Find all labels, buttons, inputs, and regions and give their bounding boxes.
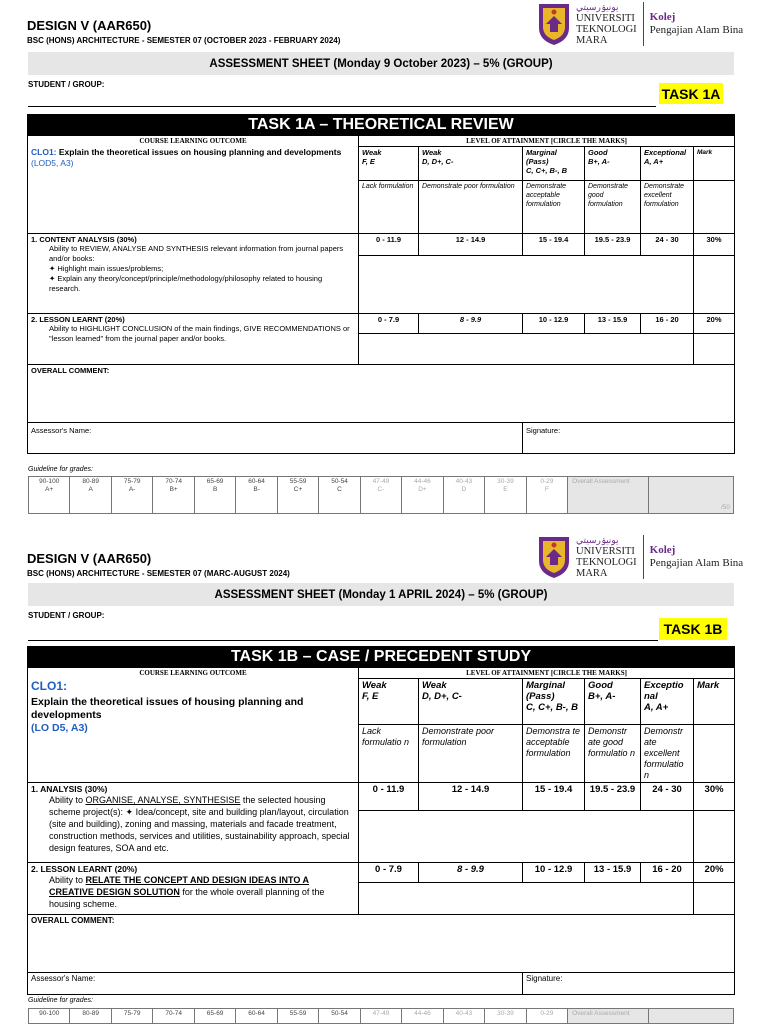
grade-range: 0-29: [540, 1010, 554, 1017]
logo-block: [536, 535, 743, 579]
grade-cell: [70, 477, 111, 514]
level-desc: Demonstr ate excellent formulatio n: [644, 726, 684, 780]
criterion-weight: 30%: [694, 234, 735, 256]
mark-range[interactable]: 0 - 11.9: [359, 783, 419, 811]
level-desc: Demonstrate acceptable formulation: [526, 183, 567, 208]
level-1: [359, 679, 419, 725]
grade-letter: A+: [45, 486, 54, 493]
mark-range[interactable]: 24 - 30: [641, 234, 694, 256]
level-name: Marginal (Pass): [526, 148, 557, 166]
criterion-body-emphasis: ORGANISE, ANALYSE, SYNTHESISE: [85, 795, 241, 805]
grade-letter: B-: [253, 486, 260, 493]
criterion-2-mark-area[interactable]: [694, 334, 735, 365]
signature-label: Signature:: [526, 974, 563, 983]
assessor-name-field[interactable]: [28, 973, 419, 995]
mark-header: [694, 679, 735, 725]
grade-range: 60-64: [248, 478, 265, 485]
task-tag: TASK 1B: [659, 618, 727, 640]
signature-field[interactable]: [523, 973, 735, 995]
level-header: LEVEL OF ATTAINMENT [CIRCLE THE MARKS]: [359, 136, 735, 147]
grade-cell: [194, 1009, 235, 1024]
mark-range[interactable]: 15 - 19.4: [523, 234, 585, 256]
level-2: [419, 147, 523, 181]
clo-cell: [28, 679, 359, 783]
grade-cell: [70, 1009, 111, 1024]
criterion-bullet: ✦ Explain any theory/concept/principle/methodology/philosophy related to housing research.: [49, 274, 323, 293]
kolej-line-2: Pengajian Alam Bina: [649, 24, 744, 36]
level-grade: B+, A-: [588, 157, 610, 166]
criterion-body-emphasis: RELATE THE CONCEPT AND DESIGN IDEAS INTO A CREATIVE DESIGN SOLUTION: [49, 875, 310, 897]
grade-cell: [153, 477, 194, 514]
grade-letter: B+: [169, 486, 178, 493]
grade-letter: D: [461, 486, 467, 493]
criterion-body-pre: Ability to: [49, 875, 86, 885]
grade-cell: [153, 1009, 194, 1024]
grade-guide-label: Guideline for grades:: [28, 997, 93, 1004]
grade-range: 60-64: [248, 1010, 265, 1017]
overall-assessment-cell: [568, 477, 649, 514]
criterion-2-comment-area[interactable]: [359, 334, 694, 365]
mark-header: [694, 147, 735, 181]
criterion-1-comment-area[interactable]: [359, 256, 694, 314]
mark-range[interactable]: 8 - 9.9: [419, 314, 523, 334]
grade-range: 0-29: [540, 478, 554, 485]
uitm-jawi-text: يونيۏرسيتي: [576, 535, 619, 545]
clo-ref: (LO D5, A3): [31, 721, 88, 734]
uitm-jawi-text: يونيۏرسيتي: [576, 2, 619, 12]
mark-range[interactable]: 19.5 - 23.9: [585, 783, 641, 811]
criterion-title: 2. LESSON LEARNT (20%): [31, 315, 125, 324]
grade-range: 44-46: [414, 1010, 431, 1017]
level-grade: B+, A-: [588, 691, 616, 702]
mark-empty: [694, 725, 735, 783]
total-out-of: /50: [720, 504, 730, 511]
level-grade: A, A+: [644, 702, 669, 713]
mark-range[interactable]: 24 - 30: [641, 783, 694, 811]
level-desc-4: [585, 181, 641, 234]
assessment-bar: ASSESSMENT SHEET (Monday 9 October 2023) – 5% (GROUP): [28, 52, 734, 75]
grade-range: 65-69: [206, 478, 224, 485]
grade-letter: E: [503, 486, 508, 493]
criterion-2-mark-area[interactable]: [694, 883, 735, 915]
level-desc-5: [641, 181, 694, 234]
grade-cell: [111, 1009, 152, 1024]
mark-range[interactable]: 12 - 14.9: [419, 234, 523, 256]
grade-range: 75-79: [123, 478, 141, 485]
uitm-wordmark: [576, 2, 637, 46]
grade-cell: [485, 1009, 526, 1024]
assessor-label: Assessor's Name:: [31, 974, 96, 983]
grade-cell: [29, 477, 70, 514]
total-mark-cell[interactable]: [648, 477, 733, 514]
level-5: [641, 679, 694, 725]
grade-range: 30-39: [497, 478, 514, 485]
rubric-table-1a: [27, 114, 735, 454]
level-3: [523, 147, 585, 181]
mark-range[interactable]: 19.5 - 23.9: [585, 234, 641, 256]
criterion-2: [28, 314, 359, 365]
student-group-line: [28, 106, 656, 107]
task-title: TASK 1B – CASE / PRECEDENT STUDY: [28, 647, 735, 668]
mark-range[interactable]: 13 - 15.9: [585, 314, 641, 334]
grade-cell: [111, 477, 152, 514]
level-desc: Demonstra te acceptable formulation: [526, 726, 581, 758]
task-title: TASK 1A – THEORETICAL REVIEW: [28, 115, 735, 136]
grade-range: 90-100: [39, 1010, 60, 1017]
mark-range[interactable]: 0 - 7.9: [359, 314, 419, 334]
grade-letter: C: [337, 486, 342, 493]
criterion-body: Ability to REVIEW, ANALYSE AND SYNTHESIS relevant information from journal papers and/or books:: [49, 244, 344, 263]
criterion-bullet: ✦ Highlight main issues/problems;: [49, 264, 164, 273]
level-name: Weak: [422, 680, 447, 691]
level-desc: Demonstrate excellent formulation: [644, 183, 685, 208]
student-group-label: STUDENT / GROUP:: [28, 80, 105, 89]
grade-cell: [402, 1009, 443, 1024]
level-5: [641, 147, 694, 181]
grade-letter: C-: [377, 486, 385, 493]
uitm-line-3: MARA: [576, 35, 608, 46]
criterion-body: [31, 874, 355, 910]
kolej-line-1: Kolej: [649, 11, 676, 23]
mark-range[interactable]: 15 - 19.4: [523, 783, 585, 811]
grade-cell: [236, 1009, 277, 1024]
logo-divider: [643, 2, 644, 46]
uitm-line-1: UNIVERSITI: [576, 13, 635, 24]
level-desc: Demonstr ate good formulatio n: [588, 726, 636, 758]
assessor-name-space[interactable]: [419, 423, 523, 454]
signature-field[interactable]: [523, 423, 735, 454]
overall-assessment-cell: [568, 1009, 649, 1024]
grade-range: 40-43: [455, 478, 473, 485]
level-desc: Demonstrate poor formulation: [422, 183, 515, 190]
course-subtitle: BSC (HONS) ARCHITECTURE - SEMESTER 07 (MARC-AUGUST 2024): [27, 569, 290, 578]
grade-cell: [29, 1009, 70, 1024]
level-grade: A, A+: [644, 157, 664, 166]
level-desc: Lack formulation: [362, 183, 414, 190]
grade-range: 65-69: [206, 1010, 224, 1017]
grade-cell: [319, 477, 360, 514]
assessor-label: Assessor's Name:: [31, 426, 92, 435]
grade-range: 50-54: [331, 478, 348, 485]
course-subtitle: BSC (HONS) ARCHITECTURE - SEMESTER 07 (OCTOBER 2023 - FEBRUARY 2024): [27, 36, 341, 45]
assessor-name-space[interactable]: [419, 973, 523, 995]
level-desc: Demonstrate poor formulation: [422, 726, 495, 747]
criterion-weight: 30%: [694, 783, 735, 811]
grade-cell: [360, 1009, 401, 1024]
mark-range[interactable]: 0 - 11.9: [359, 234, 419, 256]
grade-letter: B: [212, 486, 218, 493]
criterion-title: 1. CONTENT ANALYSIS (30%): [31, 235, 137, 244]
criterion-weight: 20%: [694, 314, 735, 334]
kolej-wordmark: [650, 544, 743, 570]
logo-divider: [643, 535, 644, 579]
grade-range: 55-59: [289, 478, 307, 485]
uitm-line-2: TEKNOLOGI: [576, 24, 637, 35]
grade-range: 75-79: [123, 1010, 141, 1017]
uitm-line-1: UNIVERSITI: [576, 546, 635, 557]
clo-text: Explain the theoretical issues on housing planning and developments: [56, 146, 342, 157]
level-name: Exceptio nal: [644, 680, 684, 702]
student-group-line: [28, 640, 658, 641]
mark-range[interactable]: 10 - 12.9: [523, 863, 585, 883]
grade-range: 47-49: [372, 478, 390, 485]
grade-letter: A: [88, 486, 93, 493]
level-desc: Demonstrate good formulation: [588, 183, 629, 208]
level-3: [523, 679, 585, 725]
overall-comment-box[interactable]: [28, 915, 735, 973]
level-name: Good: [588, 148, 608, 157]
mark-range[interactable]: 16 - 20: [641, 863, 694, 883]
grade-range: 30-39: [497, 1010, 514, 1017]
criterion-2: [28, 863, 359, 915]
mark-range[interactable]: 10 - 12.9: [523, 314, 585, 334]
level-desc-2: [419, 725, 523, 783]
uitm-crest-icon: [536, 535, 572, 579]
uitm-crest-icon: [536, 2, 572, 46]
level-grade: C, C+, B-, B: [526, 702, 578, 713]
level-desc-4: [585, 725, 641, 783]
level-desc-5: [641, 725, 694, 783]
criterion-body-pre: Ability to: [49, 795, 86, 805]
criterion-1-mark-area[interactable]: [694, 811, 735, 863]
criterion-body: Ability to HIGHLIGHT CONCLUSION of the main findings, GIVE RECOMMENDATIONS or "lesson learned" from the journal paper and/or books.: [49, 324, 350, 343]
level-2: [419, 679, 523, 725]
grade-cell: [277, 477, 318, 514]
grade-cell: [485, 477, 526, 514]
assessment-bar: ASSESSMENT SHEET (Monday 1 APRIL 2024) – 5% (GROUP): [28, 583, 734, 606]
kolej-wordmark: [650, 11, 743, 37]
grade-range: 55-59: [289, 1010, 307, 1017]
mark-header-text: Mark: [697, 680, 720, 691]
uitm-line-2: TEKNOLOGI: [576, 557, 637, 568]
task-tag: TASK 1A: [659, 83, 723, 104]
criterion-body-post: for the whole overall planning of the housing scheme.: [49, 887, 325, 909]
uitm-wordmark: [576, 535, 637, 579]
level-name: Good: [588, 680, 613, 691]
mark-range[interactable]: 13 - 15.9: [585, 863, 641, 883]
clo-text: Explain the theoretical issues of housing planning and developments: [31, 695, 304, 721]
level-4: [585, 147, 641, 181]
criterion-1: [28, 234, 359, 314]
level-name: Weak: [362, 148, 382, 157]
kolej-line-1: Kolej: [649, 544, 676, 556]
grade-cell: [194, 477, 235, 514]
grade-cell: [236, 477, 277, 514]
course-title: DESIGN V (AAR650): [27, 18, 152, 33]
clo-cell: [28, 147, 359, 234]
student-group-label: STUDENT / GROUP:: [28, 611, 105, 620]
grade-guide-table: [28, 476, 734, 514]
grade-letter: C+: [293, 486, 303, 493]
mark-header-text: Mark: [697, 149, 713, 156]
overall-assessment-label: Overall Assessment: [572, 478, 630, 485]
criterion-body: [31, 794, 355, 854]
level-grade: F, E: [362, 157, 375, 166]
grade-cell: [277, 1009, 318, 1024]
clo-code: CLO1:: [31, 146, 57, 157]
grade-guide-label: Guideline for grades:: [28, 466, 93, 473]
grade-letter: A-: [128, 486, 136, 493]
grade-range: 50-54: [331, 1010, 348, 1017]
level-grade: C, C+, B-, B: [526, 166, 568, 175]
level-grade: F, E: [362, 691, 379, 702]
level-desc-1: [359, 181, 419, 234]
course-title: DESIGN V (AAR650): [27, 551, 152, 566]
mark-range[interactable]: 8 - 9.9: [419, 863, 523, 883]
grade-range: 70-74: [165, 1010, 182, 1017]
criterion-weight: 20%: [694, 863, 735, 883]
criterion-1-comment-area[interactable]: [359, 811, 694, 863]
level-grade: D, D+, C-: [422, 157, 454, 166]
criterion-1-mark-area[interactable]: [694, 256, 735, 314]
grade-range: 44-46: [414, 478, 431, 485]
level-desc: Lack formulatio n: [362, 726, 410, 747]
criterion-title: 1. ANALYSIS (30%): [31, 784, 108, 794]
grade-cell: [360, 477, 401, 514]
level-desc-3: [523, 725, 585, 783]
grade-range: 80-89: [82, 478, 100, 485]
grade-letter: F: [544, 486, 549, 493]
level-4: [585, 679, 641, 725]
overall-assessment-label: Overall Assessment: [572, 1010, 630, 1017]
grade-range: 47-49: [372, 1010, 390, 1017]
grade-cell: [443, 1009, 484, 1024]
overall-comment-box[interactable]: [28, 365, 735, 423]
grade-cell: [526, 477, 567, 514]
kolej-line-2: Pengajian Alam Bina: [649, 557, 744, 569]
level-name: Weak: [362, 680, 387, 691]
clo-ref: (LOD5, A3): [31, 157, 74, 168]
clo-header: COURSE LEARNING OUTCOME: [28, 668, 359, 679]
criterion-body-post: the selected housing scheme project(s): ✦ Idea/concept, site and building plan/layout, circulation (site and building), zoning and massing, materials and facade treatment, construction methods, services and utilities, sustainability approach, special design features, SOA and etc.: [49, 795, 350, 853]
total-mark-cell[interactable]: [648, 1009, 733, 1024]
grade-letter: D+: [418, 486, 427, 493]
grade-cell: [443, 477, 484, 514]
overall-comment-label: OVERALL COMMENT:: [31, 916, 115, 925]
level-header: LEVEL OF ATTAINMENT [CIRCLE THE MARKS]: [359, 668, 735, 679]
grade-range: 80-89: [82, 1010, 100, 1017]
clo-header: COURSE LEARNING OUTCOME: [28, 136, 359, 147]
criterion-title: 2. LESSON LEARNT (20%): [31, 864, 138, 874]
grade-range: 70-74: [165, 478, 182, 485]
uitm-line-3: MARA: [576, 568, 608, 579]
level-name: Marginal (Pass): [526, 680, 566, 702]
assessor-name-field[interactable]: [28, 423, 419, 454]
grade-cell: [319, 1009, 360, 1024]
grade-range: 90-100: [39, 478, 60, 485]
mark-range[interactable]: 0 - 7.9: [359, 863, 419, 883]
signature-label: Signature:: [526, 426, 561, 435]
mark-range[interactable]: 12 - 14.9: [419, 783, 523, 811]
mark-empty: [694, 181, 735, 234]
criterion-1: [28, 783, 359, 863]
level-desc-2: [419, 181, 523, 234]
grade-cell: [526, 1009, 567, 1024]
mark-range[interactable]: 16 - 20: [641, 314, 694, 334]
logo-block: [536, 2, 743, 46]
clo-code: CLO1:: [31, 678, 67, 693]
level-name: Exceptional: [644, 148, 687, 157]
level-1: [359, 147, 419, 181]
criterion-2-comment-area[interactable]: [359, 883, 694, 915]
grade-range: 40-43: [455, 1010, 473, 1017]
level-desc-1: [359, 725, 419, 783]
grade-cell: [402, 477, 443, 514]
level-desc-3: [523, 181, 585, 234]
level-grade: D, D+, C-: [422, 691, 462, 702]
overall-comment-label: OVERALL COMMENT:: [31, 366, 110, 375]
grade-guide-table: [28, 1008, 734, 1024]
rubric-table-1b: [27, 646, 735, 995]
level-name: Weak: [422, 148, 442, 157]
